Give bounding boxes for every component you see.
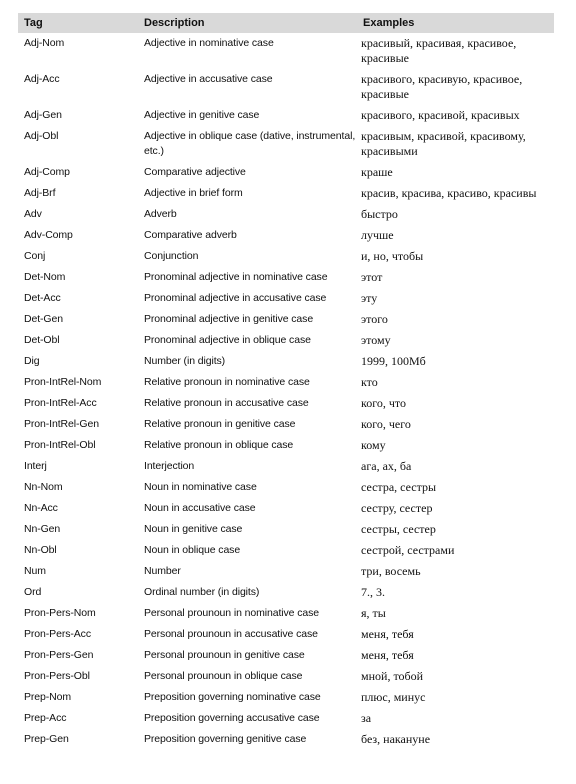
description-cell: Adjective in oblique case (dative, instrumental, etc.) xyxy=(144,130,356,157)
description-cell: Personal prounoun in oblique case xyxy=(144,670,303,682)
description-cell: Adjective in brief form xyxy=(144,187,243,199)
description-cell: Number (in digits) xyxy=(144,355,226,367)
table-row xyxy=(18,288,554,309)
table-row xyxy=(18,267,554,288)
tag-cell: Nn-Obl xyxy=(24,544,57,556)
table-body xyxy=(18,33,554,750)
examples-cell: 7., 3. xyxy=(361,585,385,599)
description-cell: Relative pronoun in genitive case xyxy=(144,418,296,430)
examples-cell: ага, ах, ба xyxy=(361,459,412,473)
examples-cell: 1999, 100Мб xyxy=(361,354,426,368)
tag-cell: Prep-Acc xyxy=(24,712,67,724)
examples-cell: кому xyxy=(361,438,386,452)
table-row xyxy=(18,603,554,624)
tag-cell: Adj-Comp xyxy=(24,166,70,178)
examples-cell: эту xyxy=(361,291,378,305)
examples-cell: сестра, сестры xyxy=(361,480,437,494)
document-page xyxy=(18,13,554,750)
tag-cell: Pron-IntRel-Acc xyxy=(24,397,97,409)
description-cell: Preposition governing genitive case xyxy=(144,733,307,745)
tag-cell: Det-Acc xyxy=(24,292,61,304)
description-cell: Pronominal adjective in genitive case xyxy=(144,313,314,325)
examples-cell: красивый, красивая, красивое, красивые xyxy=(361,36,517,65)
table-row xyxy=(18,729,554,750)
examples-cell: краше xyxy=(361,165,393,179)
tag-cell: Adj-Brf xyxy=(24,187,56,199)
description-cell: Personal prounoun in nominative case xyxy=(144,607,320,619)
table-row xyxy=(18,435,554,456)
description-cell: Noun in oblique case xyxy=(144,544,241,556)
table-row xyxy=(18,183,554,204)
description-cell: Relative pronoun in oblique case xyxy=(144,439,294,451)
description-cell: Pronominal adjective in accusative case xyxy=(144,292,327,304)
description-cell: Adjective in nominative case xyxy=(144,37,274,49)
description-cell: Interjection xyxy=(144,460,195,472)
examples-cell: и, но, чтобы xyxy=(361,249,424,263)
tag-cell: Conj xyxy=(24,250,46,262)
description-cell: Relative pronoun in accusative case xyxy=(144,397,309,409)
table-row xyxy=(18,561,554,582)
tag-cell: Pron-Pers-Acc xyxy=(24,628,91,640)
description-cell: Comparative adverb xyxy=(144,229,237,241)
description-cell: Pronominal adjective in oblique case xyxy=(144,334,311,346)
table-row xyxy=(18,477,554,498)
tag-cell: Pron-Pers-Nom xyxy=(24,607,96,619)
description-cell: Noun in accusative case xyxy=(144,502,256,514)
table-row xyxy=(18,687,554,708)
table-row xyxy=(18,372,554,393)
tag-cell: Interj xyxy=(24,460,47,472)
tag-cell: Ord xyxy=(24,586,42,598)
table-row xyxy=(18,645,554,666)
table-row xyxy=(18,162,554,183)
table-row xyxy=(18,246,554,267)
examples-cell: кто xyxy=(361,375,378,389)
tag-cell: Det-Gen xyxy=(24,313,63,325)
examples-cell: меня, тебя xyxy=(361,648,414,662)
examples-cell: красив, красива, красиво, красивы xyxy=(361,186,537,200)
tag-cell: Nn-Gen xyxy=(24,523,61,535)
description-cell: Adverb xyxy=(144,208,177,220)
table-row xyxy=(18,708,554,729)
description-cell: Adjective in accusative case xyxy=(144,73,273,85)
table-row xyxy=(18,624,554,645)
description-cell: Preposition governing accusative case xyxy=(144,712,320,724)
examples-cell: без, накануне xyxy=(361,732,431,746)
table-row xyxy=(18,498,554,519)
table-row xyxy=(18,204,554,225)
examples-cell: три, восемь xyxy=(361,564,421,578)
tag-cell: Adv xyxy=(24,208,42,220)
description-cell: Personal prounoun in genitive case xyxy=(144,649,305,661)
examples-cell: этого xyxy=(361,312,388,326)
examples-cell: меня, тебя xyxy=(361,627,414,641)
table-row xyxy=(18,69,554,105)
table-row xyxy=(18,330,554,351)
table-row xyxy=(18,225,554,246)
examples-cell: лучше xyxy=(361,228,394,242)
table-row xyxy=(18,666,554,687)
table-row xyxy=(18,33,554,69)
column-header-description: Description xyxy=(138,13,357,33)
tag-cell: Dig xyxy=(24,355,40,367)
tagset-table xyxy=(18,13,554,750)
table-row xyxy=(18,540,554,561)
examples-cell: кого, что xyxy=(361,396,406,410)
examples-cell: за xyxy=(361,711,372,725)
tag-cell: Num xyxy=(24,565,46,577)
examples-cell: быстро xyxy=(361,207,398,221)
header-row xyxy=(18,13,554,33)
column-header-examples: Examples xyxy=(357,13,554,33)
examples-cell: красивого, красивую, красивое, красивые xyxy=(361,72,523,101)
tag-cell: Pron-IntRel-Obl xyxy=(24,439,96,451)
table-row xyxy=(18,414,554,435)
table-row xyxy=(18,582,554,603)
tag-cell: Prep-Gen xyxy=(24,733,69,745)
table-row xyxy=(18,351,554,372)
examples-cell: сестры, сестер xyxy=(361,522,436,536)
tag-cell: Adj-Acc xyxy=(24,73,60,85)
column-header-tag: Tag xyxy=(18,13,138,33)
description-cell: Preposition governing nominative case xyxy=(144,691,321,703)
tag-cell: Pron-Pers-Gen xyxy=(24,649,94,661)
table-row xyxy=(18,393,554,414)
tag-cell: Adj-Obl xyxy=(24,130,59,142)
examples-cell: красивым, красивой, красивому, красивыми xyxy=(361,129,526,158)
description-cell: Relative pronoun in nominative case xyxy=(144,376,310,388)
tag-cell: Prep-Nom xyxy=(24,691,72,703)
description-cell: Comparative adjective xyxy=(144,166,246,178)
examples-cell: сестру, сестер xyxy=(361,501,433,515)
table-header xyxy=(18,13,554,33)
description-cell: Conjunction xyxy=(144,250,199,262)
tag-cell: Nn-Acc xyxy=(24,502,58,514)
table-row xyxy=(18,456,554,477)
examples-cell: кого, чего xyxy=(361,417,411,431)
tag-cell: Adj-Gen xyxy=(24,109,62,121)
examples-cell: этому xyxy=(361,333,391,347)
examples-cell: плюс, минус xyxy=(361,690,426,704)
tag-cell: Pron-Pers-Obl xyxy=(24,670,90,682)
examples-cell: красивого, красивой, красивых xyxy=(361,108,520,122)
table-row xyxy=(18,309,554,330)
tag-cell: Pron-IntRel-Gen xyxy=(24,418,99,430)
description-cell: Pronominal adjective in nominative case xyxy=(144,271,328,283)
tag-cell: Pron-IntRel-Nom xyxy=(24,376,102,388)
tag-cell: Adv-Comp xyxy=(24,229,73,241)
description-cell: Number xyxy=(144,565,181,577)
tag-cell: Det-Nom xyxy=(24,271,66,283)
examples-cell: сестрой, сестрами xyxy=(361,543,455,557)
description-cell: Ordinal number (in digits) xyxy=(144,586,260,598)
examples-cell: этот xyxy=(361,270,383,284)
description-cell: Noun in genitive case xyxy=(144,523,243,535)
table-row xyxy=(18,105,554,126)
description-cell: Adjective in genitive case xyxy=(144,109,260,121)
tag-cell: Nn-Nom xyxy=(24,481,63,493)
examples-cell: мной, тобой xyxy=(361,669,424,683)
description-cell: Noun in nominative case xyxy=(144,481,257,493)
tag-cell: Det-Obl xyxy=(24,334,60,346)
tag-cell: Adj-Nom xyxy=(24,37,65,49)
examples-cell: я, ты xyxy=(361,606,386,620)
table-row xyxy=(18,519,554,540)
table-row xyxy=(18,126,554,162)
description-cell: Personal prounoun in accusative case xyxy=(144,628,318,640)
